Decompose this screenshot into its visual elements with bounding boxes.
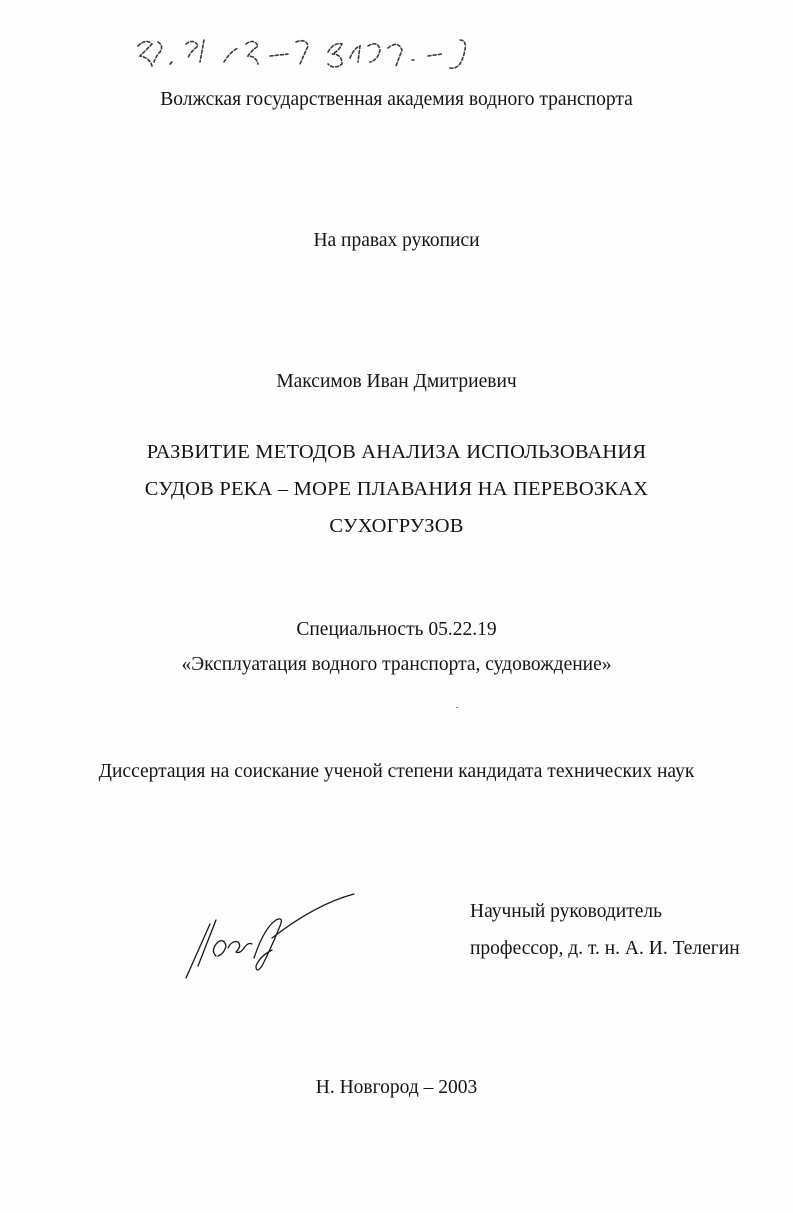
- specialty-name: «Эксплуатация водного транспорта, судовождение»: [181, 654, 612, 675]
- stamp-text: 5:1 5/-5/ 3-/6/ -5: [128, 28, 135, 29]
- scan-speck: [456, 707, 458, 708]
- thesis-title-line-2: СУДОВ РЕКА – МОРЕ ПЛАВАНИЯ НА ПЕРЕВОЗКАХ: [144, 478, 649, 500]
- author-name: Максимов Иван Дмитриевич: [276, 371, 517, 392]
- specialty-code: Специальность 05.22.19: [296, 619, 497, 640]
- institution-name: Волжская государственная академия водного транспорта: [160, 89, 633, 110]
- manuscript-note: На правах рукописи: [313, 230, 480, 251]
- handwritten-stamp-number: [128, 28, 508, 90]
- supervisor-name: профессор, д. т. н. А. И. Телегин: [470, 938, 740, 959]
- thesis-title-line-3: СУХОГРУЗОВ: [329, 515, 464, 537]
- degree-statement: Диссертация на соискание ученой степени кандидата технических наук: [98, 761, 695, 782]
- author-signature: [176, 886, 362, 986]
- city-year: Н. Новгород – 2003: [315, 1077, 478, 1098]
- supervisor-role: Научный руководитель: [470, 901, 663, 922]
- thesis-title-line-1: РАЗВИТИЕ МЕТОДОВ АНАЛИЗА ИСПОЛЬЗОВАНИЯ: [146, 441, 647, 463]
